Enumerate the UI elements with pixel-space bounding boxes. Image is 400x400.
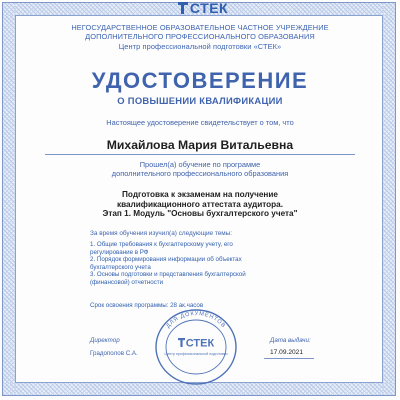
director-name: Градополов С.А.	[90, 350, 138, 357]
topic-line: 3. Основы подготовки и представления бухгалтерской	[90, 271, 246, 278]
logo-text: СТЕК	[189, 0, 229, 16]
topic-line: 1. Общие требования к бухгалтерскому учету, его	[90, 241, 233, 248]
certifies-text: Настоящее удостоверение свидетельствует о том, что	[106, 118, 294, 127]
certificate-subtitle: О ПОВЫШЕНИИ КВАЛИФИКАЦИИ	[117, 95, 283, 106]
seal-logo-icon	[178, 338, 185, 340]
director-label: Директор	[90, 337, 120, 344]
seal-inner-text: Центр профессиональной подготовки	[164, 352, 228, 356]
organization-line-2: ДОПОЛНИТЕЛЬНОГО ПРОФЕССИОНАЛЬНОГО ОБРАЗОВАНИЯ	[85, 32, 315, 41]
issue-date-underline	[264, 358, 314, 359]
program-title-line-2: квалификационного аттестата аудитора.	[116, 199, 284, 209]
program-duration: Срок освоения программы: 28 ак.часов	[90, 302, 204, 309]
seal-ring-text: ДЛЯ ДОКУМЕНТОВ	[165, 310, 227, 330]
topic-line: бухгалтерского учета	[90, 263, 151, 271]
organization-line-1: НЕГОСУДАРСТВЕННОЕ ОБРАЗОВАТЕЛЬНОЕ ЧАСТНОЕ УЧРЕЖДЕНИЕ	[71, 23, 329, 32]
topic-line: 2. Порядок формирования информации об объектах	[90, 256, 242, 263]
program-title-line-1: Подготовка к экзаменам на получение	[122, 190, 278, 199]
topic-line: (финансовой) отчетности	[90, 278, 164, 286]
organization-line-3: Центр профессиональной подготовки «СТЕК»	[118, 42, 282, 51]
topics-list	[90, 241, 330, 286]
topic-line: регулирование в РФ	[90, 248, 149, 256]
stek-logo-icon	[178, 2, 188, 14]
issue-date-label: Дата выдачи:	[270, 337, 311, 344]
topics-label: За время обучения изучил(а) следующие темы:	[90, 230, 233, 237]
issue-date: 17.09.2021	[270, 349, 304, 356]
official-seal	[150, 303, 242, 389]
holder-name: Михайлова Мария Витальевна	[106, 138, 294, 152]
training-line-2: дополнительного профессионального образования	[111, 169, 289, 178]
training-line-1: Прошел(а) обучение по программе	[139, 160, 261, 169]
program-title-line-3: Этап 1. Модуль "Основы бухгалтерского учета"	[102, 209, 298, 218]
name-underline	[45, 154, 355, 155]
certificate-title: УДОСТОВЕРЕНИЕ	[91, 68, 309, 93]
seal-center-text: СТЕК	[185, 337, 215, 350]
stek-logo	[168, 0, 238, 16]
